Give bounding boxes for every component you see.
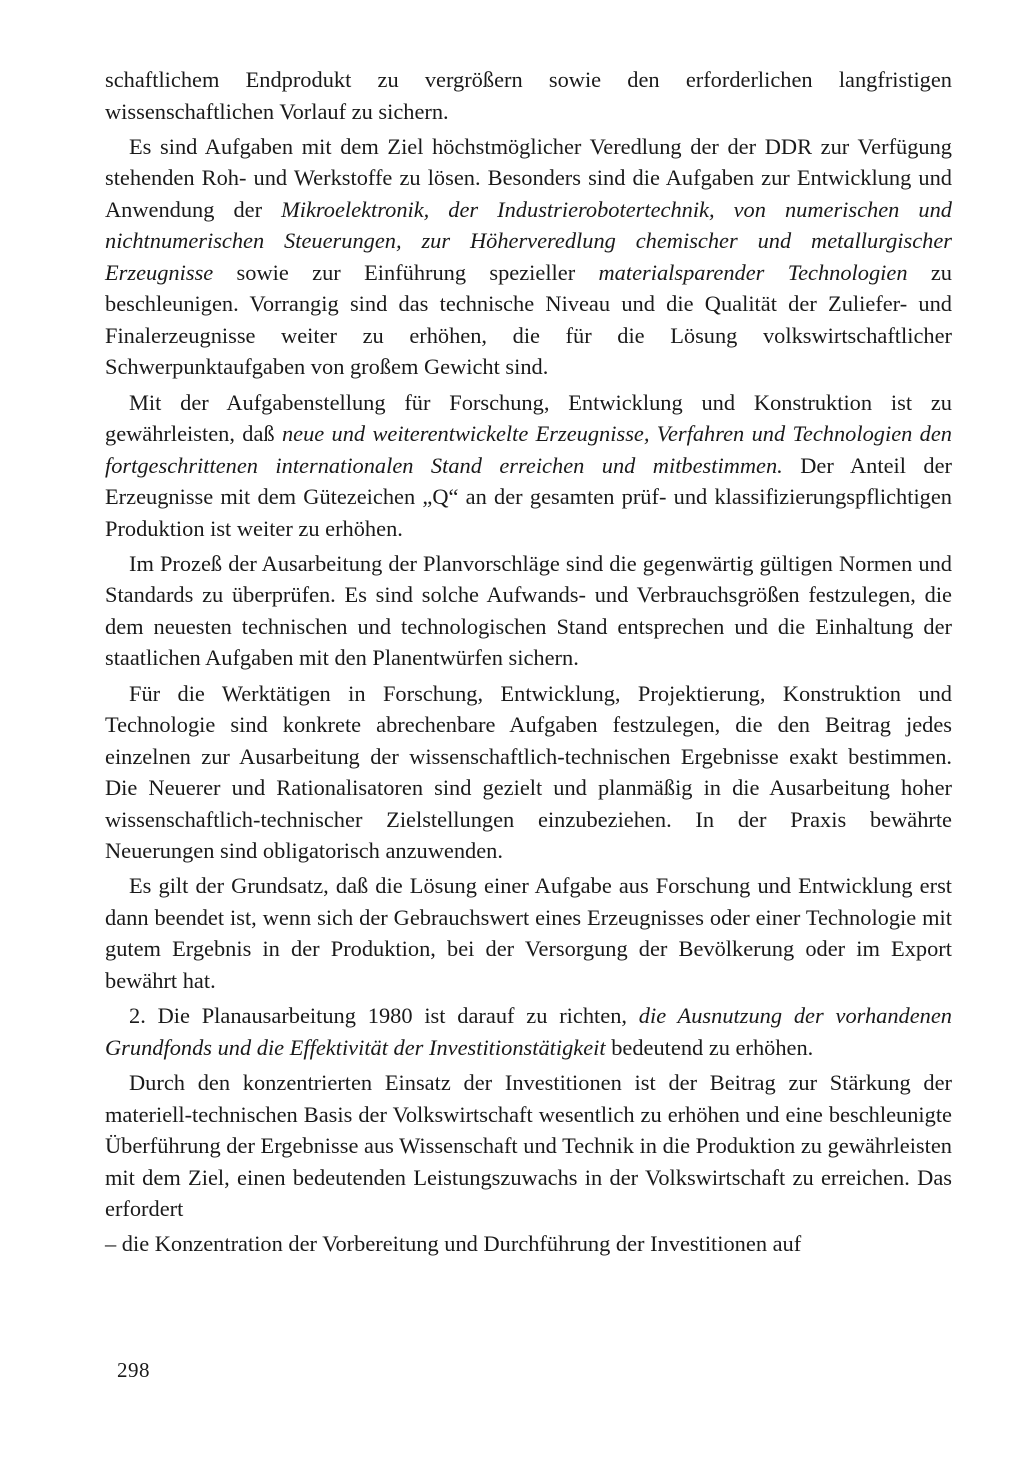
text-run: 2. Die Planausarbeitung 1980 ist darauf zu richten, (129, 1003, 639, 1029)
text-run: Der Anteil der Erzeugnisse mit dem Gütezeichen „Q“ an der gesamten prüf- und klassifizierungspflichtigen Produktion ist weiter zu erhöhen. (105, 452, 952, 541)
text-run: Durch den konzentrierten Einsatz der Investitionen ist der Beitrag zur Stärkung der materiell-technischen Basis der Volkswirtschaft wesentlich zu erhöhen und eine beschleunigte Überführung der Ergebnisse aus Wissenschaft und Technik in die Produktion zu gewährleisten mit dem Ziel, einen bedeutenden Leistungszuwachs in der Volkswirtschaft zu erreichen. Das erfordert (105, 1070, 952, 1222)
text-run: Mit der Aufgabenstellung für Forschung, Entwicklung und Konstruktion ist zu gewährleisten, daß (105, 389, 952, 447)
paragraph-raw-materials (105, 131, 952, 383)
paragraph-principle (105, 870, 952, 996)
emphasis-run: Mikroelektronik, der Industrierobotertechnik, von numerischen und nichtnumerischen Steuerungen, zur Höherveredlung chemischer und metallurgischer Erzeugnisse (105, 196, 952, 285)
paragraph-workers-tasks (105, 678, 952, 867)
text-run: Es sind Aufgaben mit dem Ziel höchstmöglicher Veredlung der der DDR zur Verfügung stehenden Roh- und Werkstoffe zu lösen. Besonders sind die Aufgaben zur Entwicklung und Anwendung der (105, 133, 952, 222)
emphasis-run: die Ausnutzung der vorhandenen Grundfonds und die Effektivität der Investitionstätigkeit (105, 1003, 952, 1060)
paragraph-investments (105, 1067, 952, 1225)
text-run: bedeutend zu erhöhen. (605, 1034, 814, 1060)
paragraph-research-tasks (105, 387, 952, 545)
paragraph-continued (105, 64, 952, 127)
text-run: Im Prozeß der Ausarbeitung der Planvorschläge sind die gegenwärtig gültigen Normen und Standards zu überprüfen. Es sind solche Aufwands- und Verbrauchsgrößen festzulegen, die dem neuesten technischen und technologischen Stand entsprechen und die Einhaltung der staatlichen Aufgaben mit den Planentwürfen sichern. (105, 550, 952, 671)
page-body (105, 64, 952, 1260)
list-item-dash (105, 1228, 952, 1260)
paragraph-norms-standards (105, 548, 952, 674)
text-run: Es gilt der Grundsatz, daß die Lösung einer Aufgabe aus Forschung und Entwicklung erst dann beendet ist, wenn sich der Gebrauchswert eines Erzeugnisses oder einer Technologie mit gutem Ergebnis in der Produktion, bei der Versorgung der Bevölkerung oder im Export bewährt hat. (105, 873, 952, 993)
text-run: Für die Werktätigen in Forschung, Entwicklung, Projektierung, Konstruktion und Technologie sind konkrete abrechenbare Aufgaben festzulegen, die den Beitrag jedes einzelnen zur Ausarbeitung der wissenschaftlich-technischen Ergebnisse exakt bestimmen. Die Neuerer und Rationalisatoren sind gezielt und planmäßig in die Ausarbeitung hoher wissenschaftlich-technischer Zielstellungen einzubeziehen. In der Praxis bewährte Neuerungen sind obligatorisch anzuwenden. (105, 680, 952, 864)
text-run: – die Konzentration der Vorbereitung und Durchführung der Investitionen auf (105, 1231, 802, 1257)
text-run: sowie zur Einführung spezieller (213, 259, 599, 285)
paragraph-plan-1980 (105, 1000, 952, 1063)
emphasis-run: neue und weiterentwickelte Erzeugnisse, Verfahren und Technologien den fortgeschrittenen internationalen Stand erreichen und mitbestimmen. (105, 421, 952, 478)
text-run: zu beschleunigen. Vorrangig sind das technische Niveau und die Qualität der Zuliefer- und Finalerzeugnisse weiter zu erhöhen, die für die Lösung volkswirtschaftlicher Schwerpunktaufgaben von großem Gewicht sind. (105, 259, 953, 380)
page-number: 298 (117, 1358, 150, 1382)
text-run: schaftlichem Endprodukt zu vergrößern sowie den erforderlichen langfristigen wissenschaftlichen Vorlauf zu sichern. (105, 67, 952, 124)
emphasis-run: materialsparender Technologien (598, 259, 908, 285)
